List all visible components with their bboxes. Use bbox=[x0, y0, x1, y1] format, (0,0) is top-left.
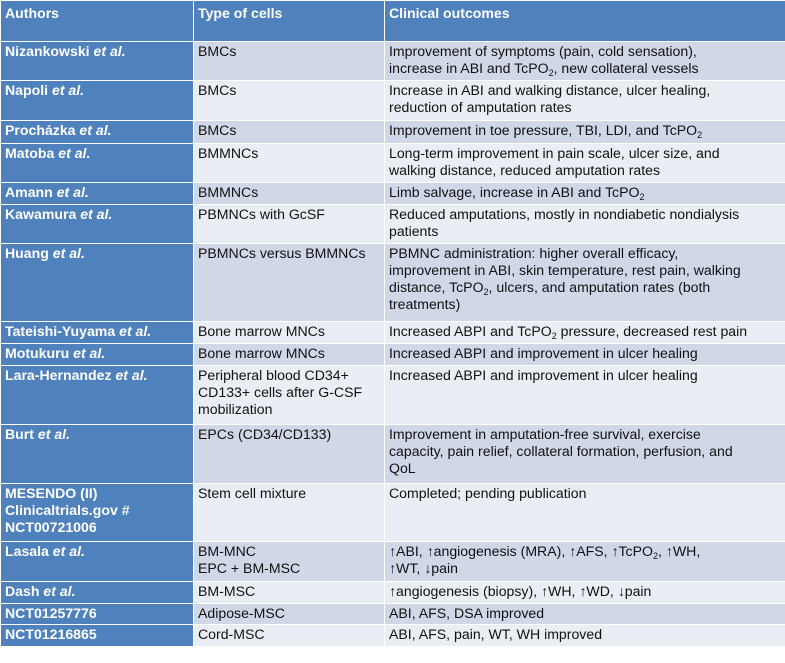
table-row bbox=[1, 205, 785, 244]
table-row bbox=[1, 542, 785, 582]
outcome-text: capacity, pain relief, collateral formation, perfusion, and bbox=[389, 443, 733, 459]
outcome-text: Increased ABPI and improvement in ulcer healing bbox=[389, 367, 698, 383]
outcome-cell bbox=[385, 144, 785, 183]
outcome-text: Long-term improvement in pain scale, ulcer size, and bbox=[389, 145, 720, 161]
et-al-text: et al. bbox=[37, 426, 71, 442]
outcome-cell bbox=[385, 81, 785, 121]
table-row bbox=[1, 582, 785, 604]
author-cell bbox=[1, 484, 194, 542]
author-name: Procházka et al. bbox=[5, 122, 112, 138]
cell-type-cell bbox=[194, 244, 385, 322]
author-name: NCT01216865 bbox=[5, 626, 97, 642]
outcome-text: patients bbox=[389, 223, 439, 239]
author-name: MESENDO (II) bbox=[5, 485, 98, 501]
table-row bbox=[1, 322, 785, 344]
author-cell bbox=[1, 81, 194, 121]
et-al-text: et al. bbox=[119, 323, 152, 339]
cell-type-cell bbox=[194, 582, 385, 604]
author-name: NCT00721006 bbox=[5, 519, 97, 535]
author-cell bbox=[1, 322, 194, 344]
table-row bbox=[1, 366, 785, 425]
outcome-text: Increased ABPI and improvement in ulcer healing bbox=[389, 345, 698, 361]
outcome-text: walking distance, reduced amputation rates bbox=[389, 162, 661, 178]
cell-type-cell bbox=[194, 121, 385, 144]
outcome-text: Improvement in amputation-free survival, exercise bbox=[389, 426, 701, 442]
author-cell bbox=[1, 542, 194, 582]
author-name: Burt et al. bbox=[5, 426, 71, 442]
outcome-text: improvement in ABI, skin temperature, rest pain, walking bbox=[389, 262, 741, 278]
author-name: Nizankowski et al. bbox=[5, 43, 126, 59]
author-cell bbox=[1, 625, 194, 647]
cell-type-text: Bone marrow MNCs bbox=[198, 345, 325, 361]
table-row bbox=[1, 144, 785, 183]
author-cell bbox=[1, 183, 194, 205]
author-name: Kawamura et al. bbox=[5, 206, 113, 222]
cell-type-cell bbox=[194, 205, 385, 244]
author-cell bbox=[1, 144, 194, 183]
author-name: Dash et al. bbox=[5, 583, 76, 599]
cell-type-cell bbox=[194, 42, 385, 81]
cell-type-text: PBMNCs with GcSF bbox=[198, 206, 325, 222]
cell-type-text: BMMNCs bbox=[198, 145, 259, 161]
cell-type-text: Bone marrow MNCs bbox=[198, 323, 325, 339]
outcome-text: ↑angiogenesis (biopsy), ↑WH, ↑WD, ↓pain bbox=[389, 583, 652, 599]
et-al-text: et al. bbox=[73, 345, 106, 361]
outcome-text: ↑WT, ↓pain bbox=[389, 560, 458, 576]
cell-type-cell bbox=[194, 366, 385, 425]
author-name: Clinicaltrials.gov # bbox=[5, 502, 130, 518]
outcome-cell bbox=[385, 582, 785, 604]
header-type-of-cells: Type of cells bbox=[194, 1, 385, 42]
outcome-text: Improvement in toe pressure, TBI, LDI, and TcPO$_2$ bbox=[389, 122, 703, 140]
cell-type-text: BMMNCs bbox=[198, 184, 259, 200]
outcome-cell bbox=[385, 42, 785, 81]
table-row bbox=[1, 183, 785, 205]
outcome-text: ABI, AFS, DSA improved bbox=[389, 605, 545, 621]
et-al-text: et al. bbox=[58, 145, 91, 161]
cell-type-cell bbox=[194, 625, 385, 647]
author-name: Lasala et al. bbox=[5, 543, 85, 559]
author-name: Amann et al. bbox=[5, 184, 89, 200]
cell-type-text: Adipose-MSC bbox=[198, 605, 285, 621]
table-row bbox=[1, 484, 785, 542]
cell-type-cell bbox=[194, 144, 385, 183]
cell-type-text: BMCs bbox=[198, 122, 237, 138]
et-al-text: et al. bbox=[79, 122, 112, 138]
outcome-cell bbox=[385, 425, 785, 484]
cell-type-cell bbox=[194, 344, 385, 366]
cell-type-text: BM-MSC bbox=[198, 583, 256, 599]
cell-type-cell bbox=[194, 542, 385, 582]
table-row bbox=[1, 42, 785, 81]
cell-type-text: Stem cell mixture bbox=[198, 485, 307, 501]
et-al-text: et al. bbox=[52, 245, 85, 261]
cell-type-cell bbox=[194, 183, 385, 205]
author-cell bbox=[1, 205, 194, 244]
outcome-text: QoL bbox=[389, 460, 416, 476]
outcome-cell bbox=[385, 244, 785, 322]
table-row bbox=[1, 244, 785, 322]
outcome-text: distance, TcPO$_2$, ulcers, and amputation rates (both bbox=[389, 279, 711, 297]
outcome-cell bbox=[385, 484, 785, 542]
author-cell bbox=[1, 244, 194, 322]
outcome-text: Limb salvage, increase in ABI and TcPO$_2$ bbox=[389, 184, 645, 202]
outcome-cell bbox=[385, 205, 785, 244]
cell-type-cell bbox=[194, 81, 385, 121]
cell-type-text: EPC + BM-MSC bbox=[198, 560, 301, 576]
table-row bbox=[1, 425, 785, 484]
outcome-cell bbox=[385, 322, 785, 344]
cell-type-text: BMCs bbox=[198, 43, 237, 59]
outcome-text: Increased ABPI and TcPO$_2$ pressure, decreased rest pain bbox=[389, 323, 748, 341]
et-al-text: et al. bbox=[80, 206, 113, 222]
author-name: Motukuru et al. bbox=[5, 345, 106, 361]
table-row bbox=[1, 344, 785, 366]
et-al-text: et al. bbox=[43, 583, 76, 599]
outcome-text: ABI, AFS, pain, WT, WH improved bbox=[389, 626, 603, 642]
et-al-text: et al. bbox=[115, 367, 148, 383]
author-cell bbox=[1, 121, 194, 144]
et-al-text: et al. bbox=[51, 82, 85, 98]
cell-type-cell bbox=[194, 484, 385, 542]
author-name: NCT01257776 bbox=[5, 605, 97, 621]
outcome-text: reduction of amputation rates bbox=[389, 99, 572, 115]
author-cell bbox=[1, 604, 194, 625]
cell-type-text: mobilization bbox=[198, 401, 273, 417]
outcome-text: Completed; pending publication bbox=[389, 485, 587, 501]
et-al-text: et al. bbox=[93, 43, 126, 59]
outcome-text: Improvement of symptoms (pain, cold sensation), bbox=[389, 43, 697, 59]
et-al-text: et al. bbox=[52, 543, 85, 559]
outcome-cell bbox=[385, 604, 785, 625]
header-row bbox=[1, 1, 785, 42]
outcome-text: treatments) bbox=[389, 296, 461, 312]
cell-type-cell bbox=[194, 425, 385, 484]
table-row bbox=[1, 604, 785, 625]
et-al-text: et al. bbox=[56, 184, 89, 200]
author-name: Lara-Hernandez et al. bbox=[5, 367, 148, 383]
table-row bbox=[1, 121, 785, 144]
cell-type-text: BM-MNC bbox=[198, 543, 256, 559]
outcome-cell bbox=[385, 183, 785, 205]
outcome-cell bbox=[385, 625, 785, 647]
cell-type-text: Cord-MSC bbox=[198, 626, 265, 642]
outcome-text: increase in ABI and TcPO$_2$, new collateral vessels bbox=[389, 60, 699, 78]
outcome-cell bbox=[385, 542, 785, 582]
cell-type-text: BMCs bbox=[198, 82, 237, 98]
outcome-text: ↑ABI, ↑angiogenesis (MRA), ↑AFS, ↑TcPO$_2$, ↑WH, bbox=[389, 543, 701, 561]
outcome-cell bbox=[385, 344, 785, 366]
author-name: Matoba et al. bbox=[5, 145, 91, 161]
cell-type-text: CD133+ cells after G-CSF bbox=[198, 384, 363, 400]
author-cell bbox=[1, 425, 194, 484]
outcome-text: Reduced amputations, mostly in nondiabetic nondialysis bbox=[389, 206, 740, 222]
author-cell bbox=[1, 582, 194, 604]
outcome-cell bbox=[385, 121, 785, 144]
cell-type-cell bbox=[194, 604, 385, 625]
author-cell bbox=[1, 344, 194, 366]
header-clinical-outcomes: Clinical outcomes bbox=[385, 1, 785, 42]
author-cell bbox=[1, 42, 194, 81]
outcome-text: PBMNC administration: higher overall efficacy, bbox=[389, 245, 679, 261]
header-authors: Authors bbox=[1, 1, 194, 42]
cell-type-text: Peripheral blood CD34+ bbox=[198, 367, 349, 383]
table-body bbox=[1, 42, 785, 647]
outcome-cell bbox=[385, 366, 785, 425]
cell-type-text: EPCs (CD34/CD133) bbox=[198, 426, 332, 442]
cell-type-cell bbox=[194, 322, 385, 344]
author-cell bbox=[1, 366, 194, 425]
outcome-text: Increase in ABI and walking distance, ulcer healing, bbox=[389, 82, 711, 98]
table-row bbox=[1, 81, 785, 121]
table-row bbox=[1, 625, 785, 647]
author-name: Napoli et al. bbox=[5, 82, 85, 98]
cell-type-text: PBMNCs versus BMMNCs bbox=[198, 245, 366, 261]
author-name: Tateishi-Yuyama et al. bbox=[5, 323, 152, 339]
author-name: Huang et al. bbox=[5, 245, 85, 261]
